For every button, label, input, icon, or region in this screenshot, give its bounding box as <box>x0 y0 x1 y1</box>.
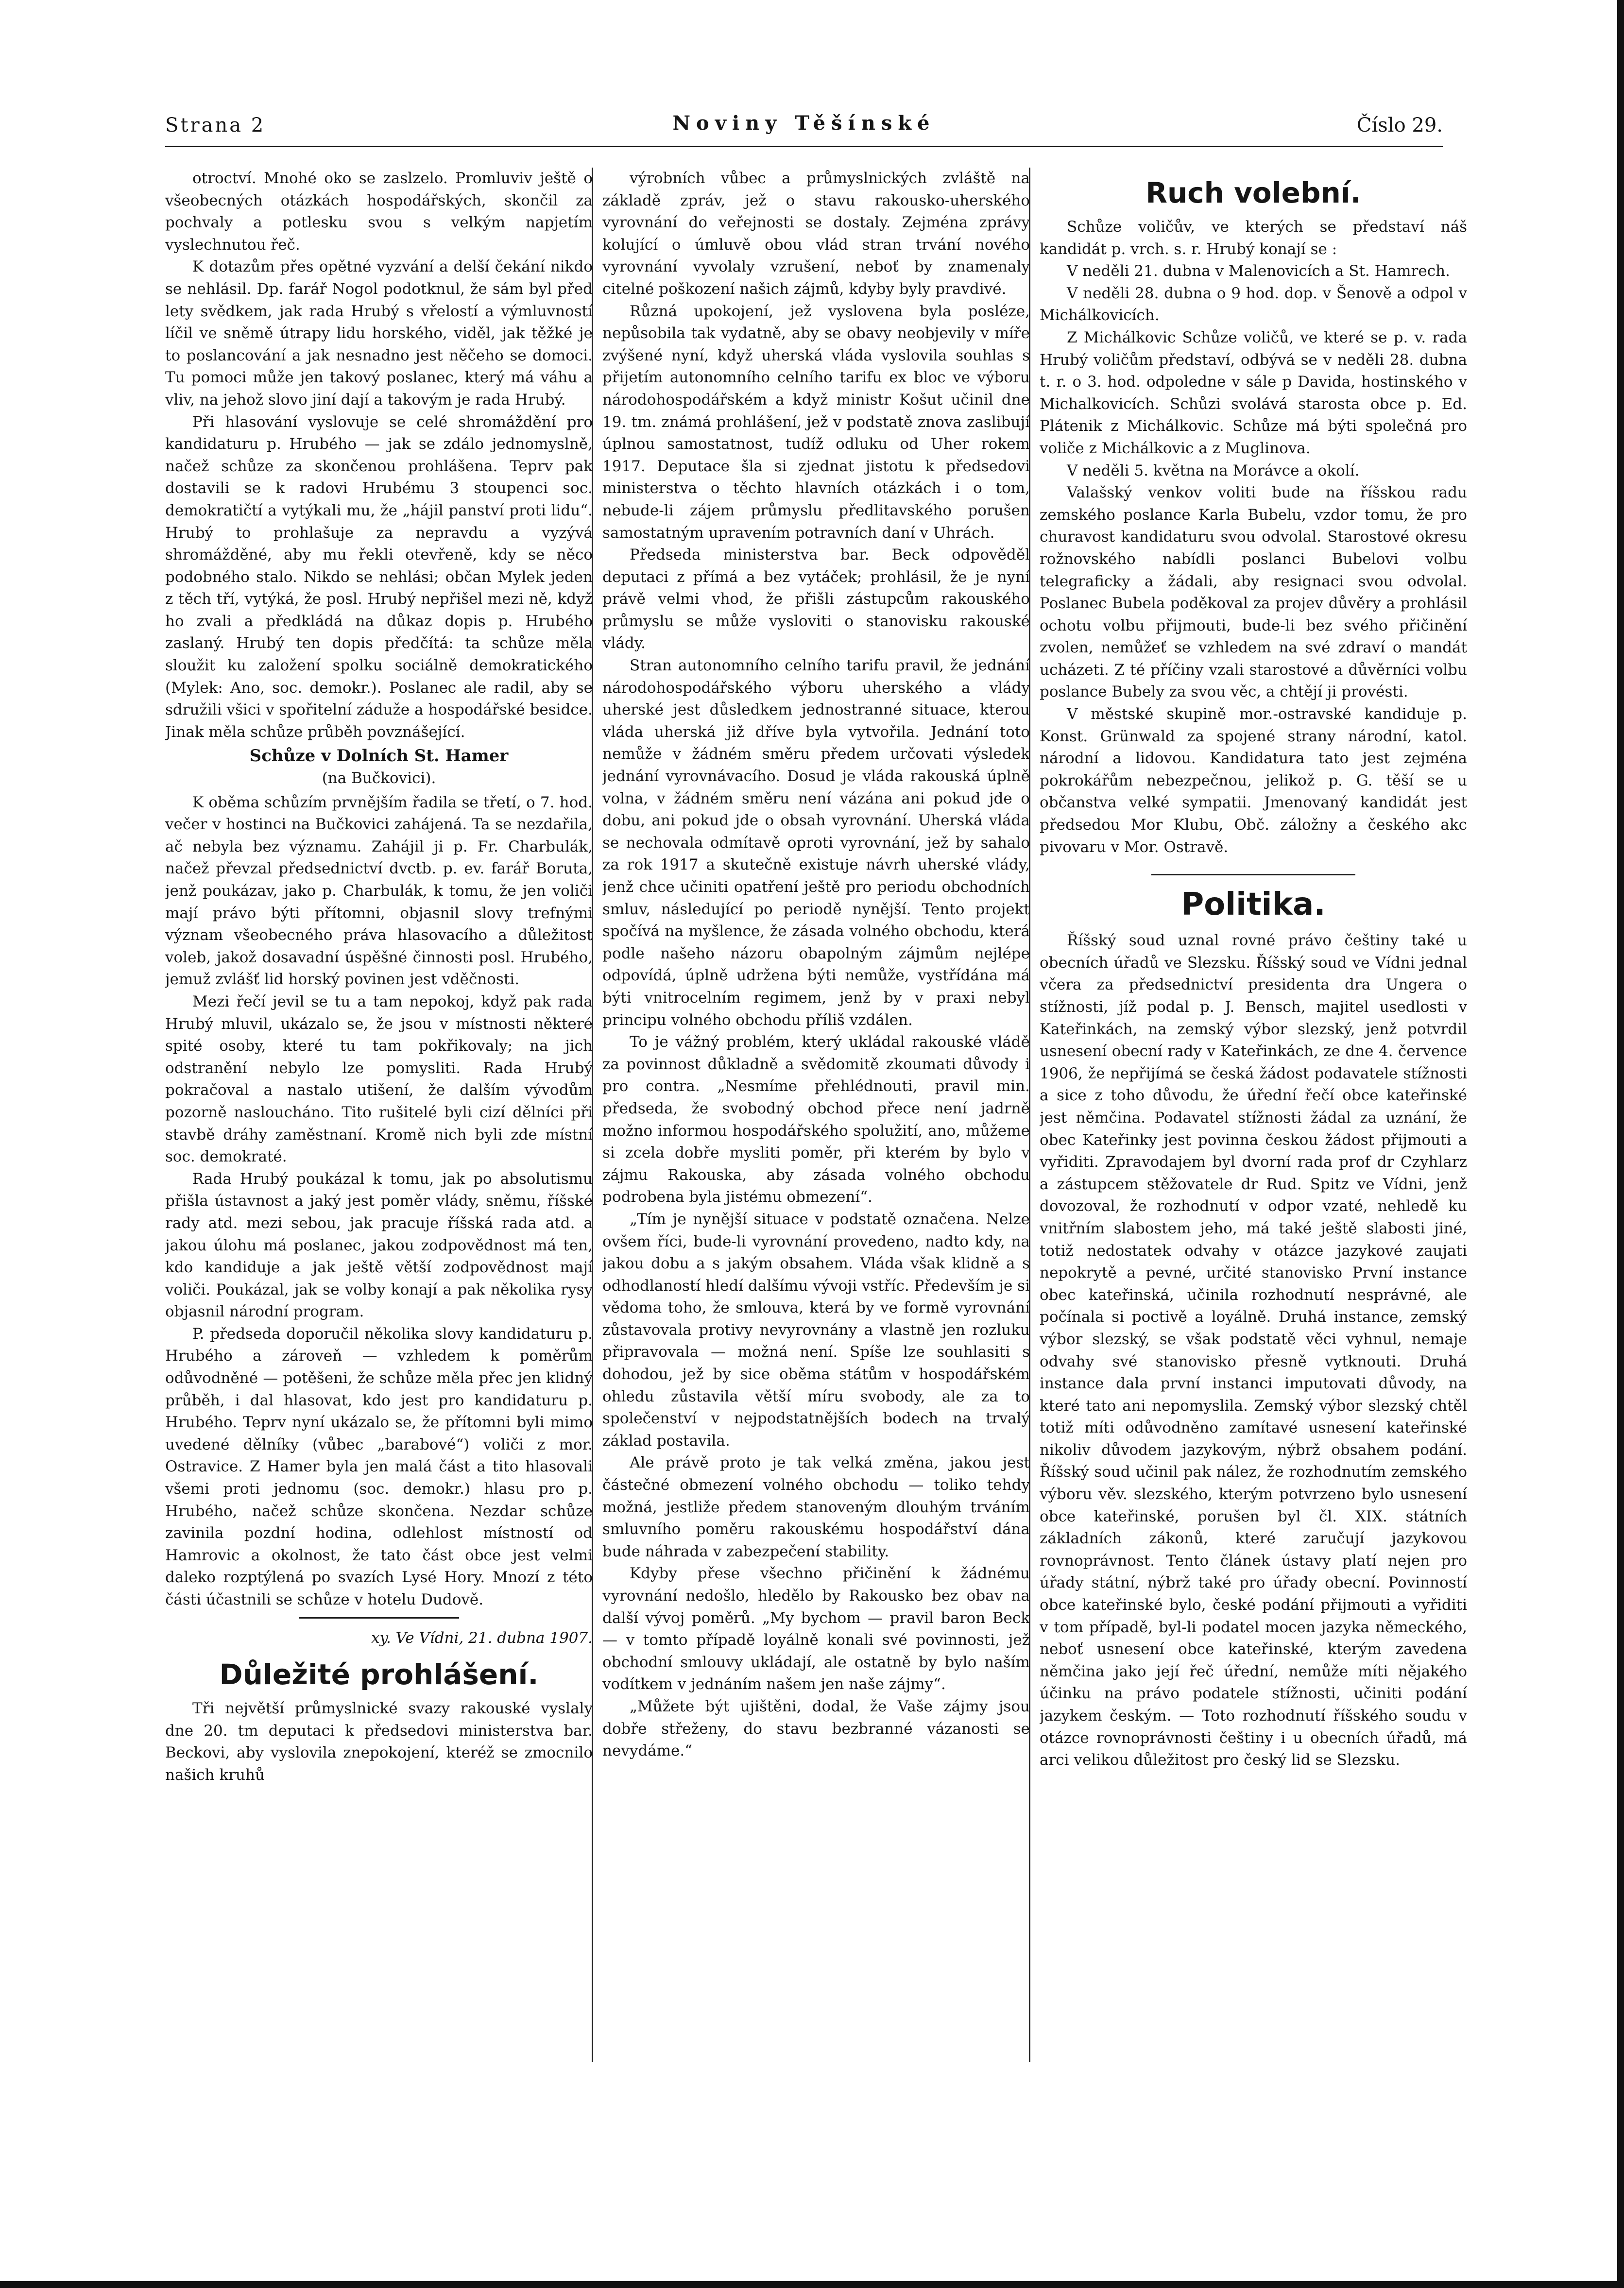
paragraph: Říšský soud uznal rovné právo češtiny také u obecních úřadů ve Slezsku. Říšský soud ve Vídni jednal včera za předsednictví presidenta dra Ungera o stížnosti, jíž podal p. J. Bensch, majitel usedlosti v Kateřinkách, na zemský výbor slezský, jenž potvrdil usnesení obecní rady v Kateřinkách, ze dne 4. července 1906, že nepřijímá se česká žádost podavatele stížnosti a sice z toho důvodu, že úřední řečí obce kateřinské jest němčina. Podavatel stížnosti žádal za uznání, že obec Kateřinky jest povinna českou žádost přijmouti a vyřiditi. Zpravodajem byl dvorní rada prof dr Czyhlarz a zástupcem stěžovatele dr Rud. Spitz ve Vídni, jenž dovozoval, že rozhodnutí v odpor vzaté, nehledě ku vnitřním slabostem jeho, má také ještě slabosti jiné, totiž nedostatek odvahy v otázce jazykové zaujati nepokrytě a pevné, určité stanovisko První instance obec kateřinská, učinila rozhodnutí nesprávné, ale počínala si poctivě a loyálně. Druhá instance, zemský výbor slezský, se však podstatě věci vyhnul, nemaje odvahy své stanovisko přesně vytknouti. Druhá instance dala první instanci imputovati důvody, na které tato ani nepomyslila. Zemský výbor slezský chtěl totiž míti odůvodněno zamítavé usnesení kateřinské nikoliv důvodem jazykovým, nýbrž obsahem podání. Říšský soud učinil pak nález, že rozhodnutím zemského výboru věv. slezského, kterým potvrzeno bylo usnesení obce kateřinské, porušen byl čl. XIX. státních základních zákonů, které zaručují jazykovou rovnoprávnost. Tento článek ústavy platí nejen pro úřady státní, nýbrž také pro úřady obecní. Povinností obce kateřinské bylo, české podání přijmouti a vyřiditi v tom případě, byl-li podatel mocen jazyka německého, neboť usnesení obce kateřinské, kterým zavedena němčina jako její řeč úřední, nemůže míti nějakého účinku na právo podatele stížnosti, učiniti podání jazykem českým. — Toto rozhodnutí říšského soudu v otázce rovnoprávnosti češtiny i u obecních úřadů, má arci velikou důležitost pro český lid se Slezsku. <box>1040 932 1467 1769</box>
dateline: xy. Ve Vídni, 21. dubna 1907. <box>371 1629 593 1647</box>
paragraph: V neděli 21. dubna v Malenovicích a St. Hamrech. <box>1067 262 1450 280</box>
page-label: Strana 2 <box>165 114 266 137</box>
paragraph: Rada Hrubý poukázal k tomu, jak po absolutismu přišla ústavnost a jaký jest poměr vlády, sněmu, říšské rady atd. mezi sebou, jak pracuje říšská rada atd. a jakou úlohu má poslanec, jakou zodpovědnost má ten, kdo kandiduje a jak ještě větší zodpovědnost mají voliči. Poukázal, jak se volby konají a pak několika rysy objasnil národní program. <box>165 1170 593 1321</box>
paragraph: Stran autonomního celního tarifu pravil, že jednání národohospodářského výboru uherského a vlády uherské jest důsledkem jednostranné situace, kterou vláda uherská již dříve byla vytvořila. Jednání toto nemůže v žádném směru předem určovati výsledek jednání vyrovnávacího. Dosud je vláda rakouská úplně volna, v žádném směru není vázána ani pokud jde o dobu, ani pokud jde o obsah vyrovnání. Uherská vláda se nechovala odmítavě oproti vyrovnání, jež by sahalo za rok 1917 a skutečně existuje návrh uherské vlády, jenž chce učiniti opatření ještě pro periodu obchodních smluv, následující po periodě nynější. Tento projekt spočívá na myšlence, že zásada volného obchodu, která podle našeho názoru obapolným zájmům nejlépe odpovídá, úplně udržena býti nemůže, vystřídána má býti vnitrocelním regimem, jenž by v praxi nebyl principu volného obchodu příliš vzdálen. <box>602 657 1030 1029</box>
issue-number: Číslo 29. <box>1356 114 1443 137</box>
paragraph: Z Michálkovic Schůze voličů, ve které se p. v. rada Hrubý voličům představí, odbývá se v neděli 28. dubna t. r. o 3. hod. odpoledne v sále p Davida, hostinského v Michalkovicích. Schůzi svolává starosta obce p. Ed. Plátenik z Michálkovic. Schůze má býti společná pro voliče z Michálkovic a z Muglinova. <box>1040 328 1467 457</box>
heading-politika: Politika. <box>1181 887 1326 923</box>
paragraph: Předseda ministerstva bar. Beck odpověděl deputaci z přímá a bez vytáček; prohlásil, že je nyní právě velmi vhod, že přišli zástupcům rakouského průmyslu se může vysloviti o stanovisku rakouské vlády. <box>602 546 1030 652</box>
paragraph: V neděli 5. května na Morávce a okolí. <box>1067 461 1360 479</box>
paragraph: K dotazům přes opětné vyzvání a delší čekání nikdo se nehlásil. Dp. farář Nogol podotknul, že sám byl před lety svědkem, jak rada Hrubý s vřelostí a výmluvností líčil ve sněmě útrapy lidu horského, viděl, jak těžké je to poslancování a jak nesnadno jest něčeho se domoci. Tu pomoci může jen takový poslanec, který má váhu a vliv, na jehož slovo jiní dají a takovým je rada Hrubý. <box>165 258 593 409</box>
subheading-hamer: Schůze v Dolních St. Hamer <box>249 746 509 766</box>
paragraph: Valašský venkov voliti bude na říšskou radu zemského poslance Karla Bubelu, vzdor tomu, že pro churavost kandidaturu svou odvolal. Starostové okresu rožnovského nabídli poslanci Bubelovi volbu telegraficky a žádali, aby resignaci svou odvolal. Poslanec Bubela poděkoval za projev důvěry a prohlásil ochotu volbu přijmouti, bude-li bez svého přičinění zvolen, nemůžeť se vzhledem na své zdraví o mandát ucházeti. Z té příčiny vzali starostové a důvěrníci volbu poslance Bubely za svou věc, a chtějí ji provésti. <box>1040 484 1467 701</box>
newspaper-title: Noviny Těšínské <box>672 112 936 135</box>
paragraph: Schůze voličův, ve kterých se představí náš kandidát p. vrch. s. r. Hrubý konají se : <box>1040 218 1467 258</box>
paragraph: „Můžete být ujištěni, dodal, že Vaše zájmy jsou dobře střeženy, do stavu bezbranné vázanosti se nevydáme.“ <box>602 1697 1030 1760</box>
paragraph: V městské skupině mor.-ostravské kandiduje p. Konst. Grünwald za spojené strany národní, katol. národní a lidovou. Kandidatura tato jest zejména pokrokářům nebezpečnou, jelikož p. G. těší se u občanstva velké sympatii. Jmenovaný kandidát jest předsedou Mor Klubu, Obč. záložny a českého akc pivovaru v Mor. Ostravě. <box>1040 705 1467 856</box>
paragraph: Tři největší průmyslnické svazy rakouské vyslaly dne 20. tm deputaci k předsedovi ministerstva bar. Beckovi, aby vyslovila znepokojení, kteréž se zmocnilo našich kruhů <box>165 1700 593 1784</box>
paragraph: K oběma schůzím prvnějším řadila se třetí, o 7. hod. večer v hostinci na Bučkovici zahájená. Ta se nezdařila, ač nebyla bez významu. Zahájil ji p. Fr. Charbulák, načež převzal předsednictví dvctb. p. ev. farář Boruta, jenž poukázav, jako p. Charbulák, k tomu, že jen voliči mají právo býti přítomni, objasnil slovy trefnými význam všeobecného práva hlasovacího a důležitost voleb, jakož dosavadní úspěšné činnosti posl. Hrubého, jemuž zvlášť lid horský povinen jest vděčnosti. <box>165 793 593 989</box>
column-2 <box>602 168 1030 2116</box>
paragraph: Mezi řečí jevil se tu a tam nepokoj, když pak rada Hrubý mluvil, ukázalo se, že jsou v místnosti některé spité osoby, které tu tam pokřikovaly; na jich odstranění nebylo lze pomysliti. Rada Hrubý pokračoval a nastalo utišení, že dalším vývodům pozorně nasloucháno. Tito rušitelé byli cizí dělníci při stavbě dráhy zaměstnaní. Kromě nich byli zde místní soc. demokraté. <box>165 992 593 1166</box>
section-rule <box>299 1617 459 1619</box>
header-rule <box>165 146 1443 147</box>
paragraph: Ale právě proto je tak velká změna, jakou jest částečné obmezení volného obchodu — toliko tehdy možná, jestliže předem stanoveným dlouhým trváním smluvního poměru rakouskému hospodářství dána bude náhrada v zabezpečení stability. <box>602 1454 1030 1560</box>
paragraph: Při hlasování vyslovuje se celé shromáždění pro kandidaturu p. Hrubého — jak se zdálo jednomyslně, načež schůze za skončenou prohlášena. Teprv pak dostavili se k radovi Hrubému 3 stoupenci soc. demokratičtí a vytýkali mu, že „hájil panství proti lidu“. Hrubý to prohlašuje za nepravdu a vyzývá shromážděné, aby mu řekli otevřeně, kdy se něco podobného stalo. Nikdo se nehlási; občan Mylek jeden z těch tří, vytýká, že posl. Hrubý nepřišel mezi ně, když ho zvali a předkládá na důkaz dopis p. Hrubého zaslaný. Hrubý ten dopis předčítá: ta schůze měla sloužit ku založení spolku sociálně demokratického (Mylek: Ano, soc. demokr.). Poslanec ale radil, aby se sdružili všici v spořitelní záduže a hospodářské besidce. Jinak měla schůze průběh povznášející. <box>165 413 593 741</box>
paragraph: Různá upokojení, jež vyslovena byla posléze, nepůsobila tak vydatně, aby se obavy neobjevily v míře zvýšené nyní, když uherská vláda vyslovila souhlas s přijetím autonomního celního tarifu ex bloc ve výboru národohospodářském a když ministr Košut učinil dne 19. tm. známá prohlášení, jež v podstatě znova zaslibují úplnou samostatnost, tudíž odluku od Uher rokem 1917. Deputace šla si zjednat jistotu k předsedovi ministerstva o těchto hlavních otázkách i o tom, nebude-li zájem průmyslu předlitavského porušen samostatným upravením potravních daní v Uhrách. <box>602 302 1030 542</box>
paragraph: Kdyby přese všechno přičinění k žádnému vyrovnání nedošlo, hledělo by Rakousko bez obav na další vývoj poměrů. „My bychom — pravil baron Beck — v tomto případě loyálně konali své povinnosti, jež obchodní smlouvy ukládají, ale ostatně by bylo naším vodítkem v jednáním našem jen naše zájmy“. <box>602 1565 1030 1693</box>
paragraph: „Tím je nynější situace v podstatě označena. Nelze ovšem říci, bude-li vyrovnání provedeno, nadto kdy, na jakou dobu a s jakým obsahem. Vláda však klidně a s odhodlaností hledí dalšímu vývoji vstříc. Především je si vědoma toho, že smlouva, která by ve formě vyrovnání zůstavovala protivy nevyrovnány a vlastně jen rozluku připravovala — možná není. Spíše lze souhlasiti s dohodou, jež by sice oběma státům v hospodářském ohledu zůstavila větší míru svobody, ale za to společenství v nejpodstatnějších bodech na trvalý základ postavila. <box>602 1210 1030 1450</box>
paragraph: výrobních vůbec a průmyslnických zvláště na základě zpráv, jež o stavu rakousko-uherského vyrovnání do veřejnosti se dostaly. Zejména zprávy kolující o úmluvě obou vlád stran trvání nového vyrovnání vyvolaly vzrušení, neboť by znamenaly citelné poškození našich zájmů, kdyby byly pravdivé. <box>602 170 1030 298</box>
column-1 <box>165 168 593 2116</box>
page-header <box>165 112 1443 141</box>
subheading-place: (na Bučkovici). <box>322 769 436 787</box>
paragraph: P. předseda doporučil několika slovy kandidaturu p. Hrubého a zároveň — vzhledem k poměrům odůvodněné — potěšeni, že schůze měla přec jen klidný průběh, i dal hlasovat, kdo jest pro kandidaturu p. Hrubého. Teprv nyní ukázalo se, že přítomni byli mimo uvedené dělníky (vůbec „barabové“) voliči z mor. Ostravice. Z Hamer byla jen malá část a tito hlasovali všemi proti jednomu (soc. demokr.) hlasu pro p. Hrubého, načež schůze skončena. Nezdar schůze zavinila pozdní hodina, odlehlost místností od Hamrovic a okolnost, že tato část obce jest velmi daleko rozptýlená po svazích Lysé Hory. Mnozí z této části účastnili se schůze v hotelu Dudově. <box>165 1325 593 1608</box>
heading-prohlaseni: Důležité prohlášení. <box>219 1658 539 1691</box>
paragraph: To je vážný problém, který ukládal rakouské vládě za povinnost důkladně a svědomitě zkoumati důvody i pro contra. „Nesmíme přehlédnouti, pravil min. předseda, že svobodný obchod přece není jadrně možno informou hospodářského spolužití, ano, můžeme si zcela dobře mysliti poměr, při kterém by bylo v zájmu Rakouska, aby zásada volného obchodu podrobena byla jistému obmezení“. <box>602 1033 1030 1206</box>
paragraph: V neděli 28. dubna o 9 hod. dop. v Šenově a odpol v Michálkovicích. <box>1040 284 1467 324</box>
paragraph: otroctví. Mnohé oko se zaslzelo. Promluviv ještě o všeobecných otázkách hospodářských, skončil za pochvaly a potlesku svou s velkým napjetím vyslechnutou řeč. <box>165 170 593 254</box>
section-rule <box>1151 874 1355 875</box>
heading-ruch-volebni: Ruch volební. <box>1145 176 1361 209</box>
column-3 <box>1040 168 1467 2116</box>
